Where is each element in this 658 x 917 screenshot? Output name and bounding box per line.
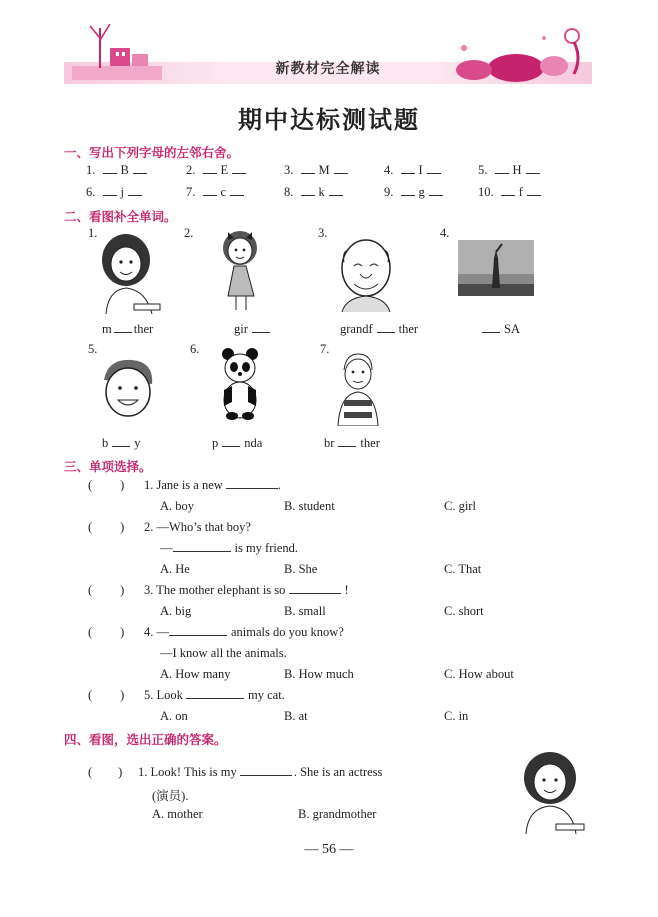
picture-number: 4. [440,226,450,240]
actress-illustration-icon [516,748,586,834]
option-b[interactable]: B. student [284,499,335,513]
letter-blank[interactable] [429,195,443,196]
section-4-question-line-2: (演员). [152,789,189,803]
word-blank-item: b y [102,436,141,450]
letter-blank[interactable] [401,173,415,174]
option-b[interactable]: B. at [284,709,308,723]
letter-blank[interactable] [301,173,315,174]
section-4-question: 1. Look! This is my . She is an actress [138,765,383,779]
option-a[interactable]: A. boy [160,499,195,513]
letter-item: 5. H [478,163,540,178]
word-blank[interactable] [338,446,356,447]
question-blank[interactable] [226,488,278,489]
letter-blank[interactable] [230,195,244,196]
option-c[interactable]: C. That [444,562,482,576]
question-blank[interactable] [240,775,292,776]
word-blank[interactable] [482,332,500,333]
question-3: 3. The mother elephant is so ! [144,583,349,597]
answer-bracket[interactable]: ( ) [88,478,125,492]
option-a[interactable]: A. mother [152,807,203,821]
letter-blank[interactable] [526,173,540,174]
letter-blank[interactable] [103,195,117,196]
word-blank-item: SA [478,322,520,337]
answer-bracket[interactable]: ( ) [88,520,125,534]
option-b[interactable]: B. She [284,562,318,576]
word-blank-item: grandf ther [340,322,419,336]
option-a[interactable]: A. How many [160,667,231,681]
letter-blank[interactable] [427,173,441,174]
word-blank[interactable] [252,332,270,333]
letter-blank[interactable] [128,195,142,196]
word-blank-item: m ther [102,322,154,336]
question-2-line-2: — is my friend. [160,541,299,555]
question-4-line-2: —I know all the animals. [160,646,287,660]
letter-blank[interactable] [334,173,348,174]
letter-item: 3. M [284,163,348,178]
header-banner [64,18,592,84]
word-blank[interactable] [377,332,395,333]
picture-number: 5. [88,342,98,356]
letter-item: 8. k [284,185,343,200]
option-c[interactable]: C. in [444,709,469,723]
statue-of-liberty-photo-icon [458,240,534,296]
letter-item: 2. E [186,163,246,178]
letter-item: 4. I [384,163,441,178]
letter-item: 10. f [478,185,541,200]
letter-blank[interactable] [301,195,315,196]
option-a[interactable]: A. on [160,709,188,723]
letter-blank[interactable] [133,173,147,174]
picture-number: 7. [320,342,330,356]
grandfather-illustration-icon [334,234,398,312]
girl-illustration-icon [214,226,266,314]
brother-illustration-icon [334,350,382,426]
word-blank[interactable] [222,446,240,447]
question-5: 5. Look my cat. [144,688,285,702]
letter-blank[interactable] [232,173,246,174]
answer-bracket[interactable]: ( ) [88,765,123,779]
question-1: 1. Jane is a new . [144,478,282,492]
word-blank-item: br ther [324,436,380,450]
question-blank[interactable] [289,593,341,594]
option-a[interactable]: A. big [160,604,192,618]
option-c[interactable]: C. short [444,604,484,618]
option-b[interactable]: B. grandmother [298,807,377,821]
option-b[interactable]: B. small [284,604,326,618]
letter-item: 6. j [86,185,142,200]
picture-number: 2. [184,226,194,240]
question-blank[interactable] [173,551,231,552]
picture-number: 3. [318,226,328,240]
picture-number: 6. [190,342,200,356]
letter-blank[interactable] [203,195,217,196]
letter-blank[interactable] [495,173,509,174]
picture-number: 1. [88,226,98,240]
question-2: 2. —Who’s that boy? [144,520,251,534]
option-c[interactable]: C. girl [444,499,476,513]
section-4-heading: 四、看图，选出正确的答案。 [64,732,227,747]
letter-item: 1. B [86,163,147,178]
word-blank-item: p nda [212,436,263,450]
letter-blank[interactable] [103,173,117,174]
page-title: 期中达标测试题 [238,105,420,134]
page-number: — 56 — [304,842,354,857]
letter-blank[interactable] [527,195,541,196]
letter-item: 9. g [384,185,443,200]
option-a[interactable]: A. He [160,562,190,576]
letter-blank[interactable] [501,195,515,196]
letter-blank[interactable] [329,195,343,196]
question-blank[interactable] [169,635,227,636]
word-blank-item: gir [234,322,274,337]
question-4: 4. — animals do you know? [144,625,344,639]
boy-illustration-icon [98,354,158,420]
option-c[interactable]: C. How about [444,667,514,681]
option-b[interactable]: B. How much [284,667,354,681]
letter-blank[interactable] [203,173,217,174]
answer-bracket[interactable]: ( ) [88,625,125,639]
question-blank[interactable] [186,698,244,699]
letter-item: 7. c [186,185,244,200]
letter-blank[interactable] [401,195,415,196]
answer-bracket[interactable]: ( ) [88,688,125,702]
panda-illustration-icon [218,346,262,420]
section-2-heading: 二、看图补全单词。 [64,209,177,224]
section-1-heading: 一、写出下列字母的左邻右舍。 [64,145,240,160]
word-blank[interactable] [112,446,130,447]
section-3-heading: 三、单项选择。 [64,459,152,474]
banner-text: 新教材完全解读 [275,61,381,77]
mother-illustration-icon [96,230,162,314]
word-blank[interactable] [114,332,132,333]
answer-bracket[interactable]: ( ) [88,583,125,597]
